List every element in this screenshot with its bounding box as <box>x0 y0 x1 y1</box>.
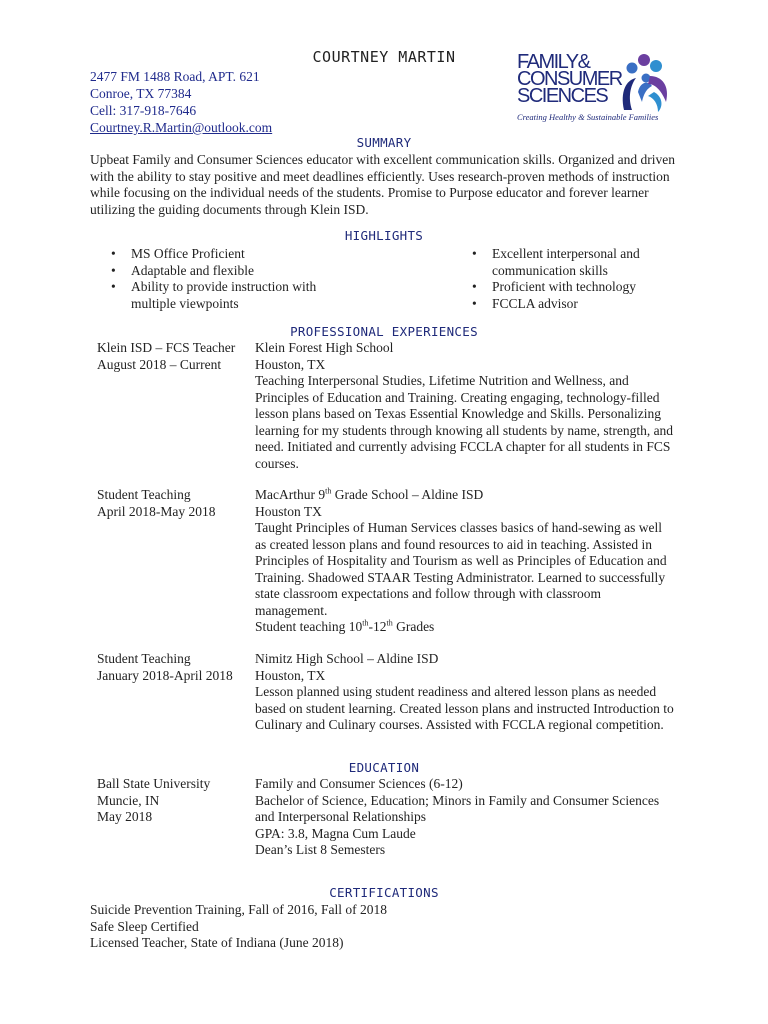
place-superscript: th <box>325 486 332 496</box>
job-location: Houston TX <box>255 503 322 519</box>
education-details <box>255 776 675 859</box>
logo-line-3: SCIENCES <box>517 85 608 107</box>
job-role: Student Teaching <box>97 651 191 666</box>
job-description: Teaching Interpersonal Studies, Lifetime Nutrition and Wellness, and Principles of Education and Training. Creating engaging, technology-filled lesson plans based on Texas Essential Knowledge and Skills. Personalizing learning for my students through knowing all students by name, strength, and need. Initiated and currently advising FCCLA chapter for all students in FCS courses. <box>255 373 674 471</box>
logo-wordmark <box>517 51 622 107</box>
education-field: Family and Consumer Sciences (6-12) <box>255 776 463 791</box>
grades-text: Student teaching 10 <box>255 619 363 634</box>
job-dates: April 2018-May 2018 <box>97 503 216 519</box>
experience-heading: PROFESSIONAL EXPERIENCES <box>290 324 478 339</box>
education-gpa: GPA: 3.8, Magna Cum Laude <box>255 825 416 841</box>
family-figures-icon <box>610 52 674 114</box>
list-item: Safe Sleep Certified <box>90 918 199 934</box>
job-location: Houston, TX <box>255 356 326 372</box>
job-description: Lesson planned using student readiness and altered lesson plans as needed based on student learning. Created lesson plans and instructed Introduction to Culinary and Culinary courses. Assisted with FCCLA regional competition. <box>255 684 674 732</box>
logo-line-2: CONSUMER <box>517 68 622 90</box>
job-place: Klein Forest High School <box>255 340 394 355</box>
job-role: Klein ISD – FCS Teacher <box>97 340 236 355</box>
summary-heading: SUMMARY <box>356 135 412 150</box>
education-honors: Dean’s List 8 Semesters <box>255 842 386 857</box>
job-grades <box>255 619 675 636</box>
list-item: Suicide Prevention Training, Fall of 2016, Fall of 2018 <box>90 902 387 917</box>
highlights-list-right <box>468 246 688 312</box>
grades-superscript: th <box>362 618 369 628</box>
highlights-list-left <box>107 246 347 312</box>
education-meta <box>97 776 257 826</box>
logo-tagline: Creating Healthy & Sustainable Families <box>517 112 659 122</box>
phone-number: Cell: 317-918-7646 <box>90 103 197 118</box>
job-location: Houston, TX <box>255 667 326 683</box>
job-dates: August 2018 – Current <box>97 356 222 372</box>
fcs-logo <box>514 52 674 128</box>
job-2-details <box>255 487 675 636</box>
grades-superscript: th <box>386 618 393 628</box>
address-line-2: Conroe, TX 77384 <box>90 86 192 101</box>
job-3-details <box>255 651 675 734</box>
job-place <box>255 487 675 504</box>
list-item: • Excellent interpersonal and communication skills <box>468 246 688 279</box>
address-line-1: 2477 FM 1488 Road, APT. 621 <box>90 69 260 84</box>
list-item: • FCCLA advisor <box>468 296 688 313</box>
candidate-name: COURTNEY MARTIN <box>312 48 456 66</box>
job-role: Student Teaching <box>97 487 191 502</box>
school-city: Muncie, IN <box>97 792 160 808</box>
summary-text: Upbeat Family and Consumer Sciences educator with excellent communication skills. Organized and driven with the ability to stay positive and meet deadlines efficiently. Uses research-proven methods of instruction while focusing on the individual needs of the students. Promise to Purpose educator and forever learner utilizing the guiding documents through Klein ISD. <box>90 152 675 217</box>
list-item: Licensed Teacher, State of Indiana (June 2018) <box>90 935 344 950</box>
list-item: • Ability to provide instruction with multiple viewpoints <box>107 279 347 312</box>
logo-line-1: FAMILY& <box>517 51 590 73</box>
job-dates: January 2018-April 2018 <box>97 667 233 683</box>
job-description: Taught Principles of Human Services classes basics of hand-sewing as well as created lesson plans and found resources to aid in teaching. Assisted in Principles of Hospitality and Tourism as well as Principles of Education and Training. Shadowed STAAR Testing Administrator. Learned to successfully state classroom expectations and follow through with classroom management. <box>255 520 667 618</box>
school-name: Ball State University <box>97 776 211 791</box>
list-item: • Proficient with technology <box>468 279 688 296</box>
highlights-heading: HIGHLIGHTS <box>344 228 424 243</box>
place-text: MacArthur 9 <box>255 487 326 502</box>
certifications-list <box>90 902 387 952</box>
job-1-details <box>255 340 675 472</box>
education-heading: EDUCATION <box>348 760 420 775</box>
email-link[interactable]: Courtney.R.Martin@outlook.com <box>90 120 273 135</box>
job-3-meta <box>97 651 257 684</box>
job-1-meta <box>97 340 257 373</box>
certifications-heading: CERTIFICATIONS <box>329 885 439 900</box>
job-2-meta <box>97 487 257 520</box>
job-place: Nimitz High School – Aldine ISD <box>255 651 439 666</box>
place-text-rest: Grade School – Aldine ISD <box>331 487 484 502</box>
list-item: • Adaptable and flexible <box>107 263 347 280</box>
list-item: • MS Office Proficient <box>107 246 347 263</box>
contact-block <box>90 68 272 136</box>
graduation-date: May 2018 <box>97 809 153 824</box>
education-degree: Bachelor of Science, Education; Minors in Family and Consumer Sciences and Interpersonal Relationships <box>255 792 660 824</box>
grades-text-mid: -12 <box>368 619 387 634</box>
grades-text-rest: Grades <box>392 619 435 634</box>
